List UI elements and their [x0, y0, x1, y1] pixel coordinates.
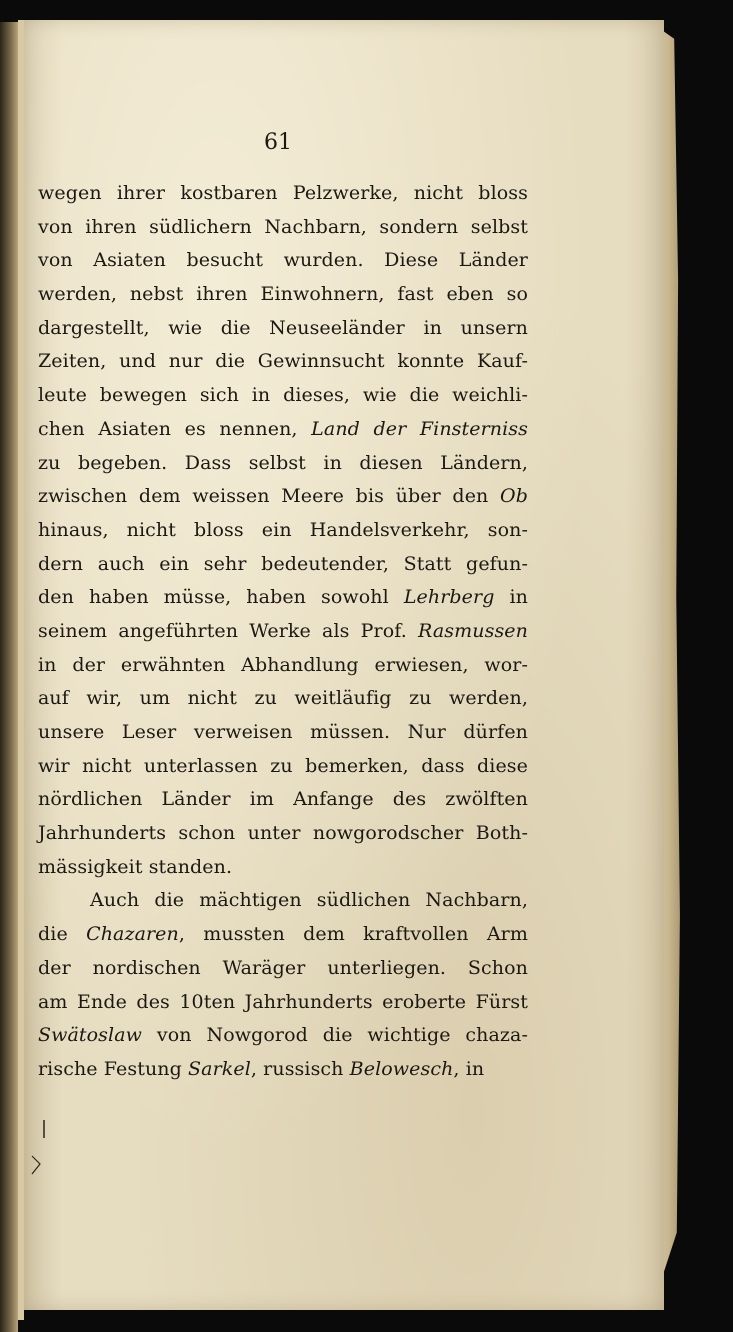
- text-line: [38, 379, 528, 413]
- text-segment: werden, nebst ihren Einwohnern, fast eben so: [38, 283, 528, 306]
- text-line: [38, 851, 528, 885]
- text-segment: in: [494, 586, 528, 609]
- text-segment: von ihren südlichern Nachbarn, sondern selbst: [38, 215, 528, 238]
- text-line: [38, 548, 528, 582]
- text-line: [38, 986, 528, 1020]
- text-segment: zu begeben. Dass selbst in diesen Ländern,: [38, 451, 528, 474]
- text-line: [38, 211, 528, 245]
- text-segment: wir nicht unterlassen zu bemerken, dass diese: [38, 754, 528, 777]
- italic-text: Belowesch: [349, 1057, 454, 1080]
- text-segment: hinaus, nicht bloss ein Handelsverkehr, son-: [38, 518, 528, 541]
- text-segment: von Asiaten besucht wurden. Diese Länder: [38, 249, 528, 272]
- italic-text: Land der Finsterniss: [311, 417, 528, 440]
- margin-mark: [30, 1118, 52, 1178]
- text-line: [38, 278, 528, 312]
- italic-text: Swätoslaw: [38, 1024, 142, 1047]
- text-line: [38, 1053, 528, 1087]
- text-segment: chen Asiaten es nennen,: [38, 417, 312, 440]
- text-segment: , russisch: [250, 1057, 350, 1080]
- text-segment: , in: [453, 1057, 485, 1080]
- italic-text: Chazaren: [86, 923, 179, 946]
- text-line: [38, 918, 528, 952]
- text-segment: leute bewegen sich in dieses, wie die weichli-: [38, 384, 528, 407]
- text-line: [38, 716, 528, 750]
- text-segment: dargestellt, wie die Neuseeländer in unsern: [38, 316, 528, 339]
- text-segment: dern auch ein sehr bedeutender, Statt gefun-: [38, 552, 528, 575]
- text-segment: den haben müsse, haben sowohl: [38, 586, 404, 609]
- text-segment: rische Festung: [38, 1057, 189, 1080]
- text-segment: , mussten dem kraftvollen Arm: [178, 923, 528, 946]
- italic-text: Sarkel: [188, 1057, 251, 1080]
- text-segment: von Nowgorod die wichtige chaza-: [142, 1024, 528, 1047]
- text-line: [38, 447, 528, 481]
- text-line: [38, 884, 528, 918]
- text-segment: die: [38, 923, 87, 946]
- text-line: [38, 952, 528, 986]
- text-line: [38, 581, 528, 615]
- text-line: [38, 480, 528, 514]
- text-segment: auf wir, um nicht zu weitläufig zu werden,: [38, 687, 528, 710]
- italic-text: Lehrberg: [403, 586, 495, 609]
- text-segment: nördlichen Länder im Anfange des zwölften: [38, 788, 528, 811]
- text-line: [38, 413, 528, 447]
- text-segment: Jahrhunderts schon unter nowgorodscher Both-: [38, 822, 528, 845]
- text-line: [38, 514, 528, 548]
- text-segment: unsere Leser verweisen müssen. Nur dürfen: [38, 721, 528, 743]
- text-line: [38, 615, 528, 649]
- text-line: [38, 177, 528, 211]
- text-line: [38, 345, 528, 379]
- book-spine: [0, 22, 18, 1332]
- page-number: 61: [264, 130, 292, 155]
- text-line: [38, 649, 528, 683]
- text-line: [38, 1019, 528, 1053]
- text-line: [38, 682, 528, 716]
- text-line: [38, 750, 528, 784]
- text-segment: zwischen dem weissen Meere bis über den: [38, 485, 501, 508]
- text-segment: mässigkeit standen.: [38, 855, 233, 878]
- italic-text: Ob: [500, 485, 528, 508]
- text-line: [38, 783, 528, 817]
- text-line: [38, 817, 528, 851]
- text-segment: seinem angeführten Werke als Prof.: [38, 619, 419, 642]
- text-segment: Auch die mächtigen südlichen Nachbarn,: [90, 889, 528, 912]
- text-segment: am Ende des 10ten Jahrhunderts eroberte Fürst: [38, 990, 528, 1013]
- text-segment: wegen ihrer kostbaren Pelzwerke, nicht bloss: [38, 182, 528, 204]
- italic-text: Rasmussen: [418, 619, 528, 642]
- text-segment: der nordischen Waräger unterliegen. Schon: [38, 956, 528, 979]
- text-line: [38, 312, 528, 346]
- text-segment: Zeiten, und nur die Gewinnsucht konnte Kauf-: [38, 350, 528, 373]
- text-line: [38, 244, 528, 278]
- body-text: [38, 177, 528, 1087]
- text-segment: in der erwähnten Abhandlung erwiesen, wor-: [38, 653, 528, 676]
